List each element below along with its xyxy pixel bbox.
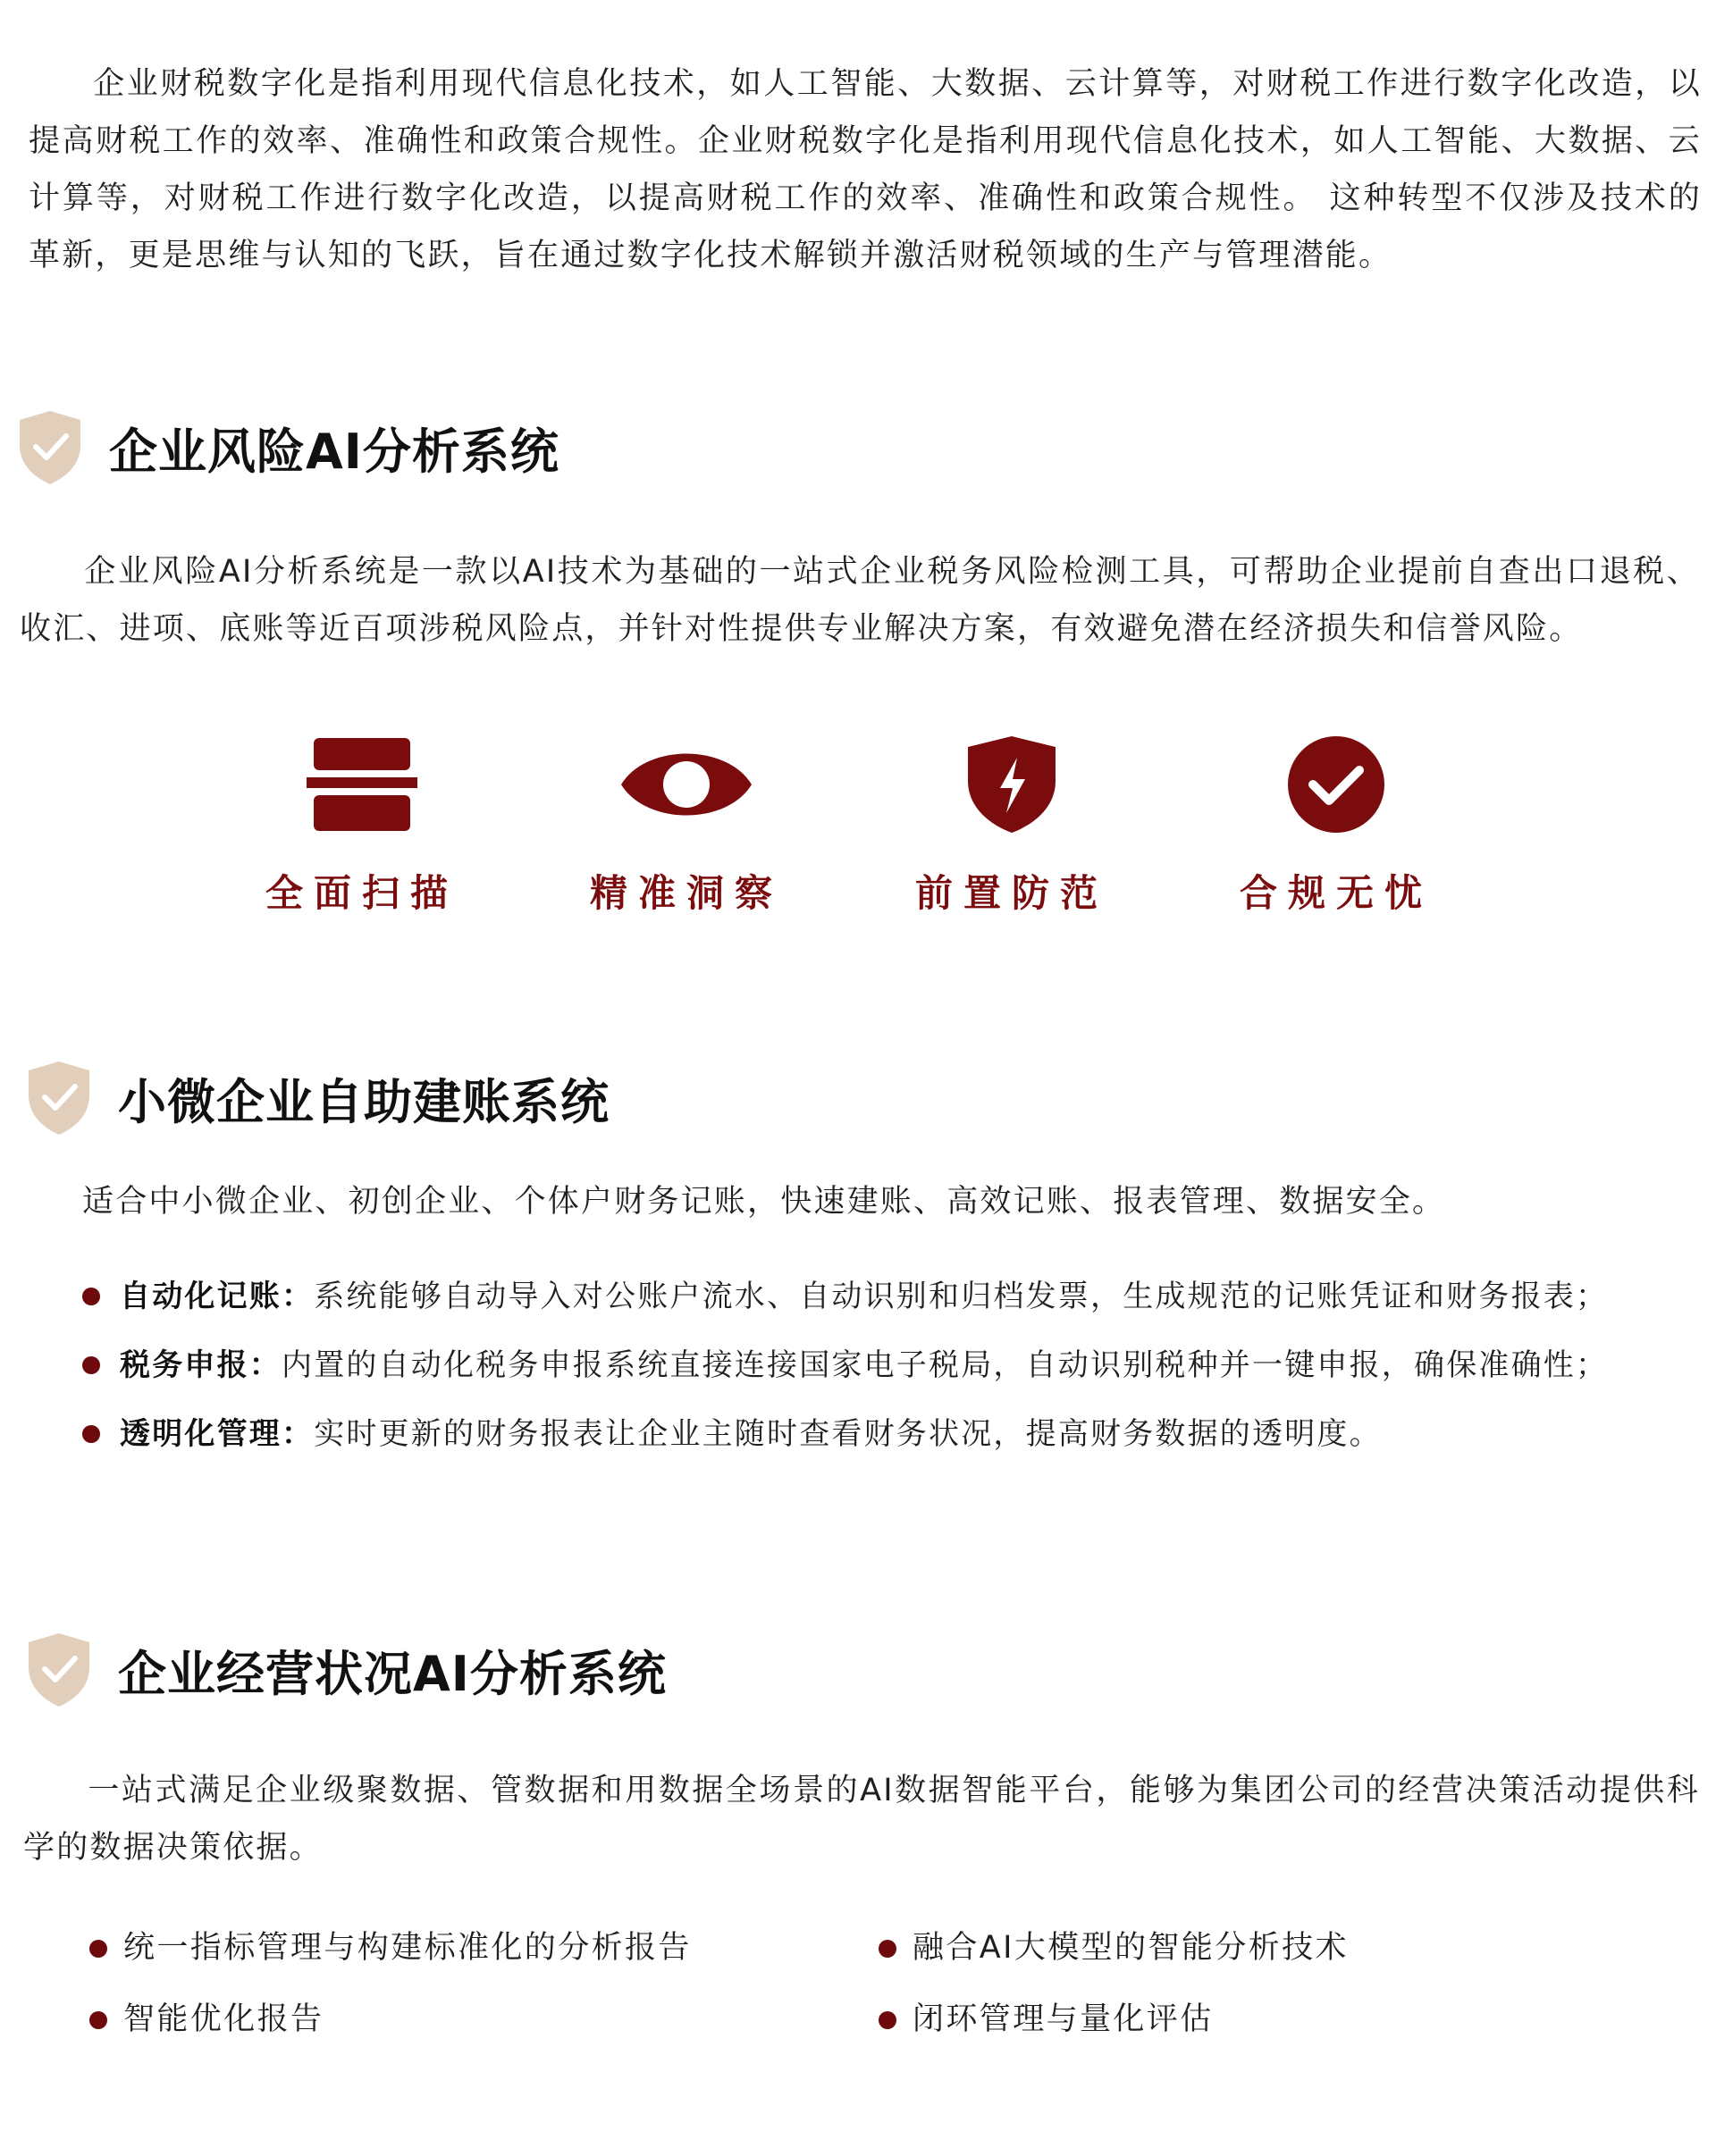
intro-text: 企业财税数字化是指利用现代信息化技术，如人工智能、大数据、云计算等，对财税工作进行数字化改造，以提高财税工作的效率、准确性和政策合规性。企业财税数字化是指利用现代信息化技术，如人工智能、大数据、云计算等，对财税工作进行数字化改造，以提高财税工作的效率、准确性和政策合规性。 这种转型不仅涉及技术的革新，更是思维与认知的飞跃，旨在通过数字化技术解锁并激活财税领域的生产与管理潜能。	[29, 66, 1702, 273]
feature-prevent-label: 前置防范	[914, 871, 1108, 915]
shield-bolt-icon	[966, 734, 1057, 835]
shield-check-icon	[18, 409, 82, 486]
bullet-dot	[879, 1940, 896, 1958]
bullet-dot	[82, 1288, 100, 1305]
list-item	[89, 1925, 692, 1970]
feature-compliance-label: 合规无忧	[1239, 871, 1433, 915]
feature-scan	[246, 728, 478, 918]
section-3-description	[23, 1762, 1700, 1876]
bullet-dot	[82, 1356, 100, 1374]
list-item	[82, 1411, 1691, 1457]
section-3-items	[89, 1925, 1430, 2104]
bullet-text: 系统能够自动导入对公账户流水、自动识别和归档发票，生成规范的记账凭证和财务报表；	[314, 1279, 1609, 1314]
section-2-description	[82, 1173, 1691, 1230]
feature-insight-label: 精准洞察	[589, 871, 783, 915]
bullet-term: 税务申报：	[120, 1347, 282, 1383]
check-circle-icon	[1286, 734, 1386, 835]
bullet-text: 内置的自动化税务申报系统直接连接国家电子税局，自动识别税种并一键申报，确保准确性；	[282, 1347, 1609, 1383]
section-3-header	[27, 1632, 667, 1708]
item-text: 智能优化报告	[123, 2001, 324, 2037]
bullet-text: 实时更新的财务报表让企业主随时查看财务状况，提高财务数据的透明度。	[314, 1416, 1382, 1452]
feature-compliance	[1220, 728, 1452, 918]
section-2-title: 小微企业自助建账系统	[118, 1073, 610, 1130]
item-text: 融合AI大模型的智能分析技术	[913, 1930, 1349, 1966]
section-2-description-text: 适合中小微企业、初创企业、个体户财务记账，快速建账、高效记账、报表管理、数据安全。	[82, 1184, 1446, 1220]
bullet-dot	[82, 1425, 100, 1443]
section-2-bullets	[82, 1273, 1691, 1480]
list-item	[82, 1342, 1691, 1388]
bullet-term: 自动化记账：	[120, 1279, 315, 1314]
section-2-header	[27, 1060, 610, 1137]
feature-scan-label: 全面扫描	[265, 871, 458, 915]
item-text: 闭环管理与量化评估	[913, 2001, 1214, 2037]
list-item	[879, 1997, 1214, 2042]
list-item	[879, 1925, 1349, 1970]
bullet-dot	[879, 2011, 896, 2029]
bullet-dot	[89, 2011, 107, 2029]
section-1-description	[20, 543, 1700, 658]
section-3-description-text: 一站式满足企业级聚数据、管数据和用数据全场景的AI数据智能平台，能够为集团公司的经营决策活动提供科学的数据决策依据。	[23, 1773, 1700, 1866]
feature-prevent	[896, 728, 1128, 918]
intro-paragraph	[29, 55, 1702, 284]
list-item	[82, 1273, 1691, 1320]
feature-insight	[570, 728, 803, 918]
bullet-term: 透明化管理：	[120, 1416, 315, 1452]
shield-check-icon	[27, 1060, 91, 1137]
eye-icon	[619, 738, 753, 831]
section-1-title: 企业风险AI分析系统	[109, 423, 559, 480]
bullet-dot	[89, 1940, 107, 1958]
section-1-description-text: 企业风险AI分析系统是一款以AI技术为基础的一站式企业税务风险检测工具，可帮助企业提前自查出口退税、收汇、进项、底账等近百项涉税风险点，并针对性提供专业解决方案，有效避免潜在经济损失和信誉风险。	[20, 554, 1700, 647]
list-item	[89, 1997, 324, 2042]
section-1-header	[18, 409, 559, 486]
scan-list-icon	[307, 734, 417, 835]
item-text: 统一指标管理与构建标准化的分析报告	[123, 1930, 692, 1966]
feature-row	[0, 728, 1716, 925]
section-3-title: 企业经营状况AI分析系统	[118, 1645, 667, 1702]
shield-check-icon	[27, 1632, 91, 1708]
